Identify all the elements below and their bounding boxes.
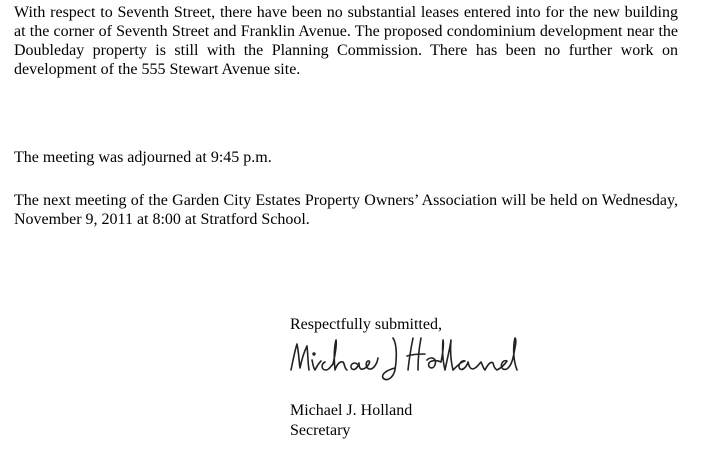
paragraph-next-meeting: The next meeting of the Garden City Estates Property Owners’ Association will be held on Wednesday, November 9, 2011 at 8:00 at Stratford School. bbox=[14, 192, 678, 228]
paragraph-adjournment: The meeting was adjourned at 9:45 p.m. bbox=[14, 149, 272, 166]
closing-salutation: Respectfully submitted, bbox=[290, 316, 442, 333]
signer-name: Michael J. Holland bbox=[290, 402, 413, 419]
signer-title: Secretary bbox=[290, 422, 351, 439]
handwritten-signature bbox=[285, 330, 525, 386]
paragraph-seventh-street: With respect to Seventh Street, there have been no substantial leases entered into for the new building at the corner of Seventh Street and Franklin Avenue. The proposed condominium development near the Doubleday property is still with the Planning Commission. There has been no further work on development of the 555 Stewart Avenue site. bbox=[14, 4, 678, 78]
